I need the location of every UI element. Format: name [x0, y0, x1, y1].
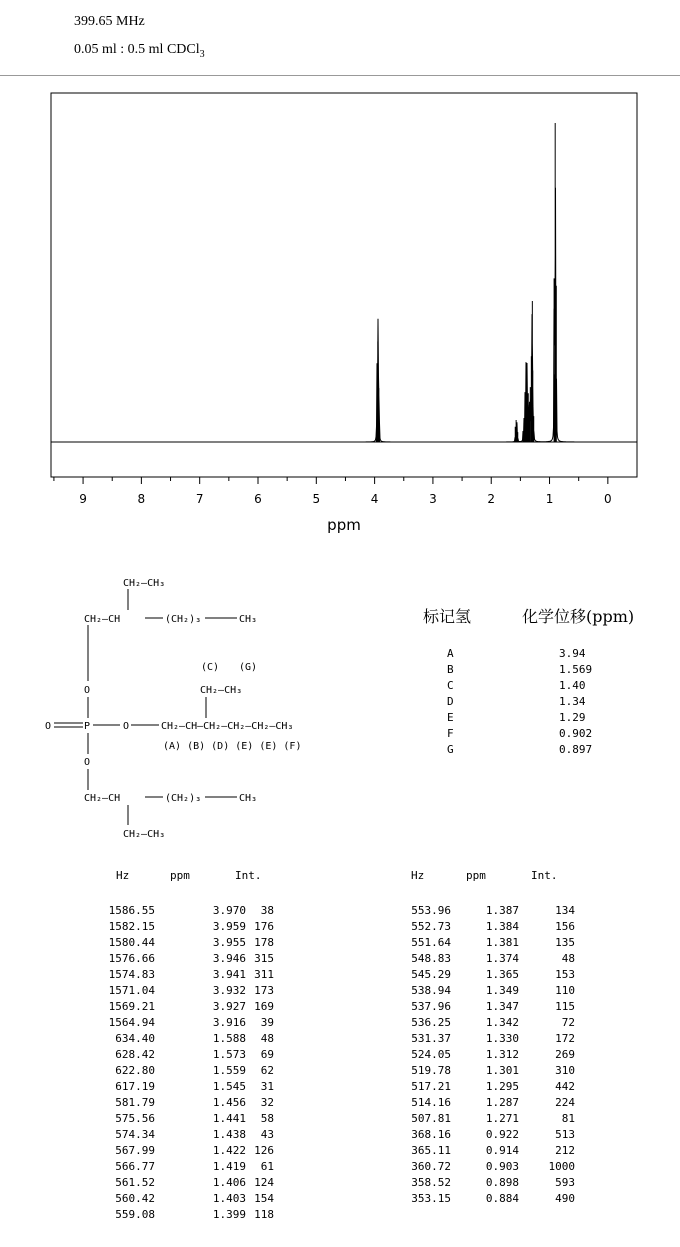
- peak-int: 115: [555, 1000, 575, 1013]
- peak-ppm: 1.312: [485, 1048, 519, 1061]
- chain-top-ch2: CH₂—CH: [84, 614, 121, 625]
- peak-hz: 537.96: [411, 1000, 451, 1013]
- peak-int: 153: [555, 968, 575, 981]
- peak-int: 173: [254, 984, 274, 997]
- peak-int: 442: [555, 1080, 575, 1093]
- x-tick-label-3: 3: [429, 492, 437, 506]
- peak-int: 48: [561, 952, 575, 965]
- peak-hz: 553.96: [411, 904, 451, 917]
- peak-hz: 524.05: [411, 1048, 451, 1061]
- chain-bottom-ch3: CH₃: [239, 793, 258, 804]
- peak-hz: 536.25: [411, 1016, 451, 1029]
- peak-int: 61: [260, 1160, 274, 1173]
- peak-hz: 566.77: [115, 1160, 155, 1173]
- x-tick-label-7: 7: [195, 492, 204, 506]
- peak-hz: 548.83: [411, 952, 451, 965]
- peak-ppm: 1.271: [485, 1112, 519, 1125]
- peak-hz: 538.94: [411, 984, 451, 997]
- peak-ppm: 1.419: [212, 1160, 246, 1173]
- peak-ppm: 3.970: [212, 904, 246, 917]
- peak-ppm: 3.946: [212, 952, 246, 965]
- peak-row: [0, 1095, 680, 1111]
- peak-int: 169: [254, 1000, 274, 1013]
- x-tick-label-2: 2: [487, 492, 496, 506]
- chain-top-rest: (CH₂)₃: [165, 614, 202, 625]
- peak-int: 62: [260, 1064, 274, 1077]
- peak-row: [0, 999, 680, 1015]
- peak-hz: 507.81: [411, 1112, 451, 1125]
- peak-row: [0, 935, 680, 951]
- peak-int: 176: [254, 920, 274, 933]
- position-letters: (A) (B) (D) (E) (E) (F): [163, 741, 302, 752]
- peak-hz: 545.29: [411, 968, 451, 981]
- shift-value: 1.40: [559, 679, 586, 692]
- peak-ppm: 1.399: [212, 1208, 246, 1221]
- shift-value: 0.902: [559, 727, 593, 740]
- peak-hz: 617.19: [115, 1080, 155, 1093]
- shift-label: B: [447, 663, 454, 676]
- peak-ppm: 1.438: [212, 1128, 246, 1141]
- peak-hz: 552.73: [411, 920, 451, 933]
- right-int-header: Int.: [531, 869, 558, 882]
- shift-row: [0, 662, 680, 678]
- peak-ppm: 1.573: [212, 1048, 246, 1061]
- peak-int: 38: [260, 904, 274, 917]
- oxygen-bottom: O: [84, 757, 91, 768]
- peak-int: 135: [555, 936, 575, 949]
- solvent-subscript: 3: [199, 48, 205, 60]
- shift-label: E: [447, 711, 454, 724]
- peak-hz: 575.56: [115, 1112, 155, 1125]
- peak-row: [0, 951, 680, 967]
- peak-row: [0, 1063, 680, 1079]
- peak-ppm: 0.922: [485, 1128, 519, 1141]
- peak-int: 69: [260, 1048, 274, 1061]
- left-ppm-header: ppm: [170, 869, 190, 882]
- peak-row: [0, 1159, 680, 1175]
- peak-hz: 1580.44: [108, 936, 155, 949]
- peak-row: [0, 1031, 680, 1047]
- peak-hz: 1571.04: [108, 984, 155, 997]
- peak-int: 178: [254, 936, 274, 949]
- peak-int: 310: [555, 1064, 575, 1077]
- left-int-header: Int.: [235, 869, 262, 882]
- ethyl-bottom: CH₂—CH₃: [123, 829, 166, 840]
- peak-int: 39: [260, 1016, 274, 1029]
- label-c: (C): [201, 662, 220, 673]
- peak-hz: 360.72: [411, 1160, 451, 1173]
- oxygen-mid: O: [123, 721, 130, 732]
- peak-hz: 1569.21: [108, 1000, 155, 1013]
- peak-int: 172: [555, 1032, 575, 1045]
- peak-hz: 353.15: [411, 1192, 451, 1205]
- peak-int: 126: [254, 1144, 274, 1157]
- peak-ppm: 3.932: [212, 984, 246, 997]
- peak-ppm: 1.301: [485, 1064, 519, 1077]
- x-tick-label-5: 5: [312, 492, 321, 506]
- nmr-spectrum-chart: [0, 0, 680, 545]
- x-tick-label-6: 6: [254, 492, 262, 506]
- peak-hz: 574.34: [115, 1128, 155, 1141]
- peak-ppm: 3.927: [212, 1000, 246, 1013]
- peak-ppm: 1.295: [485, 1080, 519, 1093]
- peak-ppm: 0.903: [485, 1160, 519, 1173]
- peak-ppm: 1.287: [485, 1096, 519, 1109]
- peak-ppm: 0.898: [485, 1176, 519, 1189]
- peak-row: [0, 1079, 680, 1095]
- peak-ppm: 1.330: [485, 1032, 519, 1045]
- shift-row: [0, 710, 680, 726]
- peak-row: [0, 1047, 680, 1063]
- peak-row: [0, 967, 680, 983]
- spectrometer-frequency: 399.65 MHz: [74, 14, 145, 29]
- x-axis-label: ppm: [327, 516, 361, 534]
- peak-ppm: 1.403: [212, 1192, 246, 1205]
- peak-row: [0, 1207, 680, 1223]
- peak-int: 43: [260, 1128, 274, 1141]
- x-tick-label-0: 0: [604, 492, 612, 506]
- peak-int: 48: [260, 1032, 274, 1045]
- peak-row: [0, 1015, 680, 1031]
- peak-hz: 368.16: [411, 1128, 451, 1141]
- chain-bottom-rest: (CH₂)₃: [165, 793, 202, 804]
- peak-int: 513: [555, 1128, 575, 1141]
- peak-ppm: 1.349: [485, 984, 519, 997]
- peak-int: 224: [555, 1096, 575, 1109]
- peak-row: [0, 1191, 680, 1207]
- peak-ppm: 0.884: [485, 1192, 519, 1205]
- peak-hz: 581.79: [115, 1096, 155, 1109]
- peak-row: [0, 1175, 680, 1191]
- peak-hz: 561.52: [115, 1176, 155, 1189]
- shift-label: F: [447, 727, 454, 740]
- ethyl-top: CH₂—CH₃: [123, 578, 166, 589]
- peak-int: 154: [254, 1192, 274, 1205]
- shift-value: 0.897: [559, 743, 593, 756]
- peak-int: 32: [260, 1096, 274, 1109]
- peak-int: 58: [260, 1112, 274, 1125]
- right-ppm-header: ppm: [466, 869, 486, 882]
- shift-value: 1.569: [559, 663, 593, 676]
- peak-int: 212: [555, 1144, 575, 1157]
- peak-hz: 1576.66: [108, 952, 155, 965]
- peak-ppm: 1.441: [212, 1112, 246, 1125]
- peak-int: 311: [254, 968, 274, 981]
- peak-row: [0, 1143, 680, 1159]
- peak-ppm: 1.387: [485, 904, 519, 917]
- peak-row: [0, 1127, 680, 1143]
- peak-hz: 365.11: [411, 1144, 451, 1157]
- peak-int: 124: [254, 1176, 274, 1189]
- peak-hz: 1582.15: [108, 920, 155, 933]
- peak-hz: 628.42: [115, 1048, 155, 1061]
- left-hz-header: Hz: [116, 869, 130, 882]
- peak-int: 315: [254, 952, 274, 965]
- peak-ppm: 1.422: [212, 1144, 246, 1157]
- peak-hz: 1586.55: [108, 904, 155, 917]
- x-tick-label-4: 4: [370, 492, 379, 506]
- plot-frame: [51, 93, 637, 477]
- ethyl-mid: CH₂—CH₃: [200, 685, 243, 696]
- peak-ppm: 1.365: [485, 968, 519, 981]
- shift-row: [0, 694, 680, 710]
- peak-ppm: 1.559: [212, 1064, 246, 1077]
- label-g: (G): [239, 662, 258, 673]
- peak-ppm: 1.374: [485, 952, 519, 965]
- peak-int: 156: [555, 920, 575, 933]
- peak-hz: 519.78: [411, 1064, 451, 1077]
- peak-ppm: 1.342: [485, 1016, 519, 1029]
- peak-ppm: 3.959: [212, 920, 246, 933]
- chain-top-ch3: CH₃: [239, 614, 258, 625]
- shift-row: [0, 646, 680, 662]
- peak-int: 134: [555, 904, 575, 917]
- x-axis-ticks: [54, 477, 612, 506]
- peak-ppm: 1.456: [212, 1096, 246, 1109]
- shift-label: C: [447, 679, 454, 692]
- x-tick-label-1: 1: [545, 492, 554, 506]
- shift-label: A: [447, 647, 454, 660]
- peak-hz: 560.42: [115, 1192, 155, 1205]
- peak-int: 269: [555, 1048, 575, 1061]
- peak-hz: 559.08: [115, 1208, 155, 1221]
- peak-hz: 1564.94: [108, 1016, 155, 1029]
- peak-hz: 517.21: [411, 1080, 451, 1093]
- peak-ppm: 1.381: [485, 936, 519, 949]
- peak-int: 593: [555, 1176, 575, 1189]
- peak-hz: 531.37: [411, 1032, 451, 1045]
- peak-ppm: 1.384: [485, 920, 519, 933]
- main-chain: CH₂—CH—CH₂—CH₂—CH₂—CH₃: [161, 721, 294, 732]
- peak-ppm: 1.347: [485, 1000, 519, 1013]
- peak-hz: 551.64: [411, 936, 451, 949]
- peak-ppm: 3.955: [212, 936, 246, 949]
- peak-row: [0, 983, 680, 999]
- peak-hz: 622.80: [115, 1064, 155, 1077]
- shift-value: 3.94: [559, 647, 586, 660]
- peak-row: [0, 903, 680, 919]
- peak-ppm: 3.916: [212, 1016, 246, 1029]
- peak-hz: 514.16: [411, 1096, 451, 1109]
- peak-int: 110: [555, 984, 575, 997]
- peak-ppm: 1.406: [212, 1176, 246, 1189]
- phosphorus: P: [84, 721, 91, 732]
- peak-int: 490: [555, 1192, 575, 1205]
- peak-int: 31: [260, 1080, 274, 1093]
- peak-row: [0, 1111, 680, 1127]
- shift-table-shift-header: 化学位移(ppm): [522, 607, 635, 626]
- peak-hz: 358.52: [411, 1176, 451, 1189]
- shift-row: [0, 678, 680, 694]
- peak-ppm: 1.588: [212, 1032, 246, 1045]
- shift-value: 1.34: [559, 695, 586, 708]
- solvent-text: 0.05 ml : 0.5 ml CDCl: [74, 42, 200, 57]
- peak-int: 72: [561, 1016, 575, 1029]
- peak-row: [0, 919, 680, 935]
- right-hz-header: Hz: [411, 869, 425, 882]
- spectrum-trace: [51, 123, 637, 442]
- oxygen-top: O: [84, 685, 91, 696]
- oxygen-double: O: [45, 721, 52, 732]
- x-tick-label-9: 9: [79, 492, 87, 506]
- peak-int: 81: [561, 1112, 575, 1125]
- peak-hz: 1574.83: [108, 968, 155, 981]
- peak-int: 118: [254, 1208, 274, 1221]
- shift-value: 1.29: [559, 711, 586, 724]
- shift-row: [0, 726, 680, 742]
- shift-label: D: [447, 695, 454, 708]
- shift-row: [0, 742, 680, 758]
- peak-hz: 567.99: [115, 1144, 155, 1157]
- x-tick-label-8: 8: [137, 492, 146, 506]
- peak-int: 1000: [548, 1160, 575, 1173]
- shift-table-label-header: 标记氢: [423, 607, 472, 626]
- peak-ppm: 1.545: [212, 1080, 246, 1093]
- peak-ppm: 0.914: [485, 1144, 519, 1157]
- shift-label: G: [447, 743, 454, 756]
- peak-hz: 634.40: [115, 1032, 155, 1045]
- peak-ppm: 3.941: [212, 968, 246, 981]
- chain-bottom-ch2: CH₂—CH: [84, 793, 121, 804]
